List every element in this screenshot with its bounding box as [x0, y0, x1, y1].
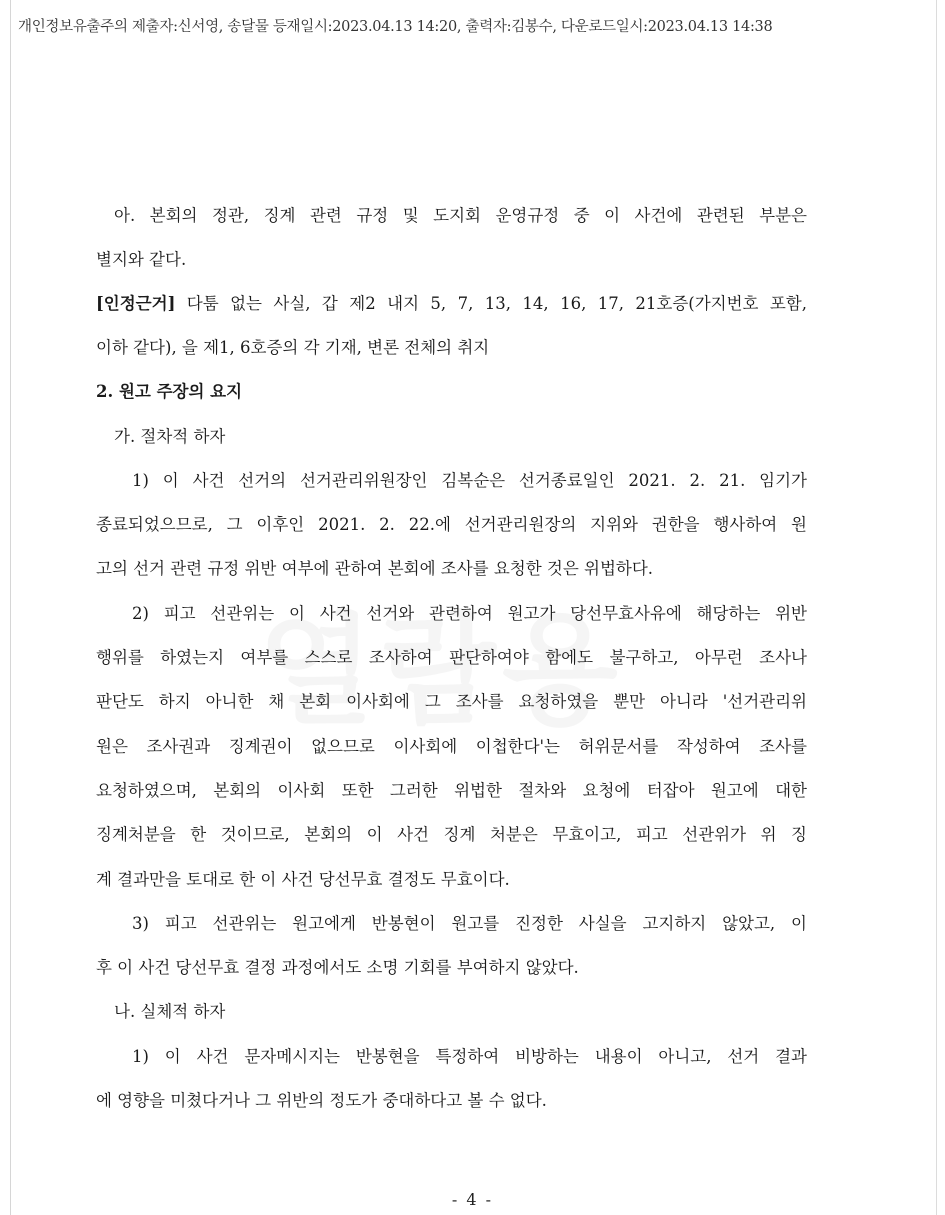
ga2-line-4: 원은 조사권과 징계권이 없으므로 이사회에 이첩한다'는 허위문서를 작성하여 조사를 — [96, 737, 807, 756]
ga1-line-3: 고의 선거 관련 규정 위반 여부에 관하여 본회에 조사를 요청한 것은 위법하다. — [96, 559, 654, 578]
subsection-procedural-defect: 가. 절차적 하자 — [114, 427, 226, 446]
ga2-line-7: 계 결과만을 토대로 한 이 사건 당선무효 결정도 무효이다. — [96, 870, 510, 889]
page-right-border — [936, 0, 937, 1215]
basis-line-1-text: 다툼 없는 사실, 갑 제2 내지 5, 7, 13, 14, 16, 17, 21호증(가지번호 포함, — [175, 294, 807, 313]
basis-line-1 — [96, 292, 807, 316]
ga1-line-1: 1) 이 사건 선거의 선거관리위원장인 김복순은 선거종료일인 2021. 2. 21. 임기가 — [132, 471, 807, 490]
ga2-line-6: 징계처분을 한 것이므로, 본회의 이 사건 징계 처분은 무효이고, 피고 선관위가 위 징 — [96, 825, 807, 844]
ga3-line-2: 후 이 사건 당선무효 결정 과정에서도 소명 기회를 부여하지 않았다. — [96, 958, 579, 977]
para-a-line-1: 아. 본회의 정관, 징계 관련 규정 및 도지회 운영규정 중 이 사건에 관련된 부분은 — [114, 206, 807, 225]
ga2-line-3: 판단도 하지 아니한 채 본회 이사회에 그 조사를 요청하였을 뿐만 아니라 '선거관리위 — [96, 692, 807, 711]
page-left-border — [10, 0, 11, 1215]
section-2-heading: 2. 원고 주장의 요지 — [96, 382, 243, 401]
ga2-line-5: 요청하였으며, 본회의 이사회 또한 그러한 위법한 절차와 요청에 터잡아 원고에 대한 — [96, 781, 807, 800]
subsection-substantive-defect: 나. 실체적 하자 — [114, 1002, 226, 1021]
basis-label: [인정근거] — [96, 294, 176, 313]
download-info-header: 개인정보유출주의 제출자:신서영, 송달물 등재일시:2023.04.13 14:20, 출력자:김봉수, 다운로드일시:2023.04.13 14:38 — [18, 19, 773, 35]
ga2-line-2: 행위를 하였는지 여부를 스스로 조사하여 판단하여야 함에도 불구하고, 아무런 조사나 — [96, 648, 807, 667]
basis-line-2: 이하 같다), 을 제1, 6호증의 각 기재, 변론 전체의 취지 — [96, 338, 490, 357]
ga2-line-1: 2) 피고 선관위는 이 사건 선거와 관련하여 원고가 당선무효사유에 해당하는 위반 — [132, 604, 807, 623]
para-a-line-2: 별지와 같다. — [96, 250, 187, 269]
page-number: - 4 - — [451, 1190, 494, 1209]
na1-line-2: 에 영향을 미쳤다거나 그 위반의 정도가 중대하다고 볼 수 없다. — [96, 1091, 547, 1110]
na1-line-1: 1) 이 사건 문자메시지는 반봉현을 특정하여 비방하는 내용이 아니고, 선거 결과 — [132, 1047, 807, 1066]
ga1-line-2: 종료되었으므로, 그 이후인 2021. 2. 22.에 선거관리원장의 지위와 권한을 행사하여 원 — [96, 515, 807, 534]
ga3-line-1: 3) 피고 선관위는 원고에게 반봉현이 원고를 진정한 사실을 고지하지 않았고, 이 — [132, 914, 807, 933]
